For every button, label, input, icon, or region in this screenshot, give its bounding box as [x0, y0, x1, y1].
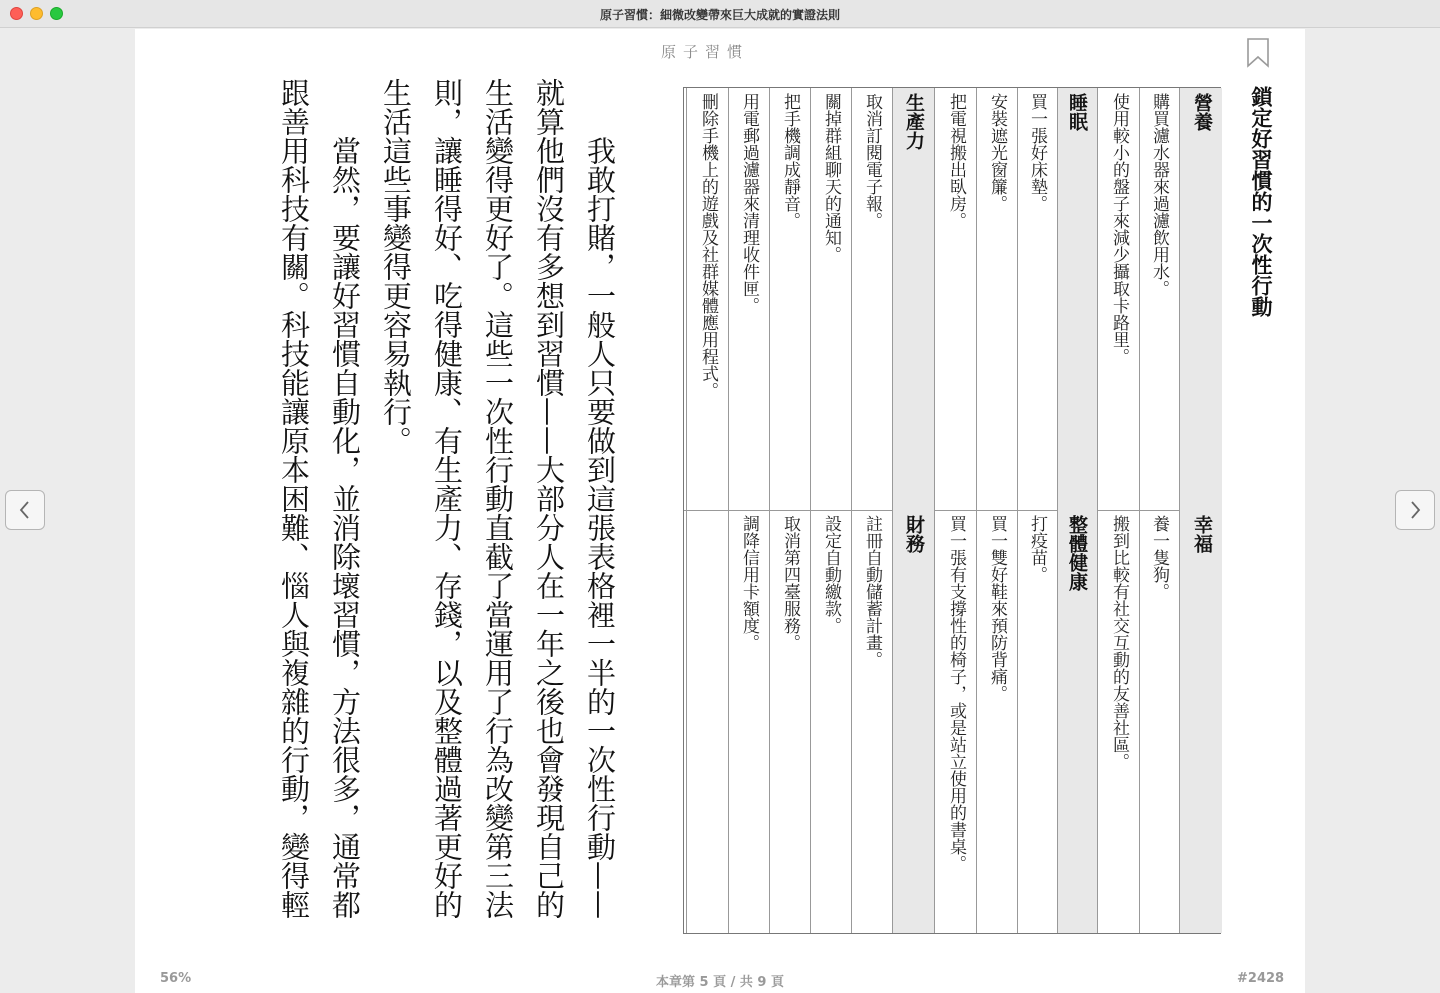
body-column: 則，讓睡得好、吃得健康、有生產力、存錢，以及整體過著更好的 — [430, 78, 464, 919]
table-cell: 買一雙好鞋來預防背痛。 — [976, 510, 1017, 933]
table-category-header: 幸福 — [1179, 510, 1222, 933]
habit-table — [683, 87, 1221, 934]
body-text — [270, 78, 625, 958]
bookmark-icon[interactable] — [1245, 38, 1271, 72]
next-page-button[interactable] — [1395, 490, 1435, 530]
box-title: 鎖定好習慣的一次性行動 — [1249, 86, 1273, 317]
table-cell: 把電視搬出臥房。 — [934, 88, 976, 510]
table-cell: 設定自動繳款。 — [810, 510, 851, 933]
body-columns — [268, 78, 625, 958]
body-column: 跟善用科技有關。科技能讓原本困難、惱人與複雜的行動，變得輕 — [277, 78, 311, 919]
table-cell: 刪除手機上的遊戲及社群媒體應用程式。 — [686, 88, 728, 510]
table-category-header: 睡眠 — [1057, 88, 1097, 510]
table-cell: 買一張好床墊。 — [1017, 88, 1057, 510]
reading-progress: 56% — [160, 971, 192, 986]
table-cell: 養一隻狗。 — [1139, 510, 1179, 933]
table-cell: 註冊自動儲蓄計畫。 — [851, 510, 892, 933]
table-category-header: 財務 — [892, 510, 934, 933]
table-cell: 關掉群組聊天的通知。 — [810, 88, 851, 510]
table-cell: 買一張有支撐性的椅子，或是站立使用的書桌。 — [934, 510, 976, 933]
table-cell: 取消第四臺服務。 — [769, 510, 810, 933]
body-column: 生活變得更好了。這些一次性行動直截了當運用了行為改變第三法 — [481, 78, 515, 919]
body-column: 當然，要讓好習慣自動化，並消除壞習慣，方法很多，通常都 — [328, 78, 362, 919]
table-cell: 安裝遮光窗簾。 — [976, 88, 1017, 510]
page-info: 本章第 5 頁 / 共 9 頁 — [656, 975, 784, 990]
title-bar — [0, 0, 1440, 28]
table-cell: 使用較小的盤子來減少攝取卡路里。 — [1097, 88, 1139, 510]
body-column: 我敢打賭，一般人只要做到這張表格裡一半的一次性行動—— — [583, 78, 617, 919]
location-number: #2428 — [1237, 971, 1285, 986]
window-title: 原子習慣：細微改變帶來巨大成就的實證法則 — [599, 8, 840, 22]
body-column: 就算他們沒有多想到習慣——大部分人在一年之後也會發現自己的 — [532, 78, 566, 919]
table-category-header: 整體健康 — [1057, 510, 1097, 933]
table-cell: 把手機調成靜音。 — [769, 88, 810, 510]
table-category-header: 營養 — [1179, 88, 1222, 510]
table-cell — [686, 510, 728, 933]
body-column: 生活這些事變得更容易執行。 — [379, 78, 413, 455]
table-cell: 打疫苗。 — [1017, 510, 1057, 933]
previous-page-button[interactable] — [5, 490, 45, 530]
chevron-left-icon — [17, 500, 33, 520]
table-category-header: 生產力 — [892, 88, 934, 510]
table-cell: 搬到比較有社交互動的友善社區。 — [1097, 510, 1139, 933]
table-cell: 用電郵過濾器來清理收件匣。 — [728, 88, 769, 510]
chevron-right-icon — [1407, 500, 1423, 520]
table-cell: 取消訂閱電子報。 — [851, 88, 892, 510]
table-cell: 調降信用卡額度。 — [728, 510, 769, 933]
running-head: 原子習慣 — [660, 43, 749, 61]
table-cell: 購買濾水器來過濾飲用水。 — [1139, 88, 1179, 510]
